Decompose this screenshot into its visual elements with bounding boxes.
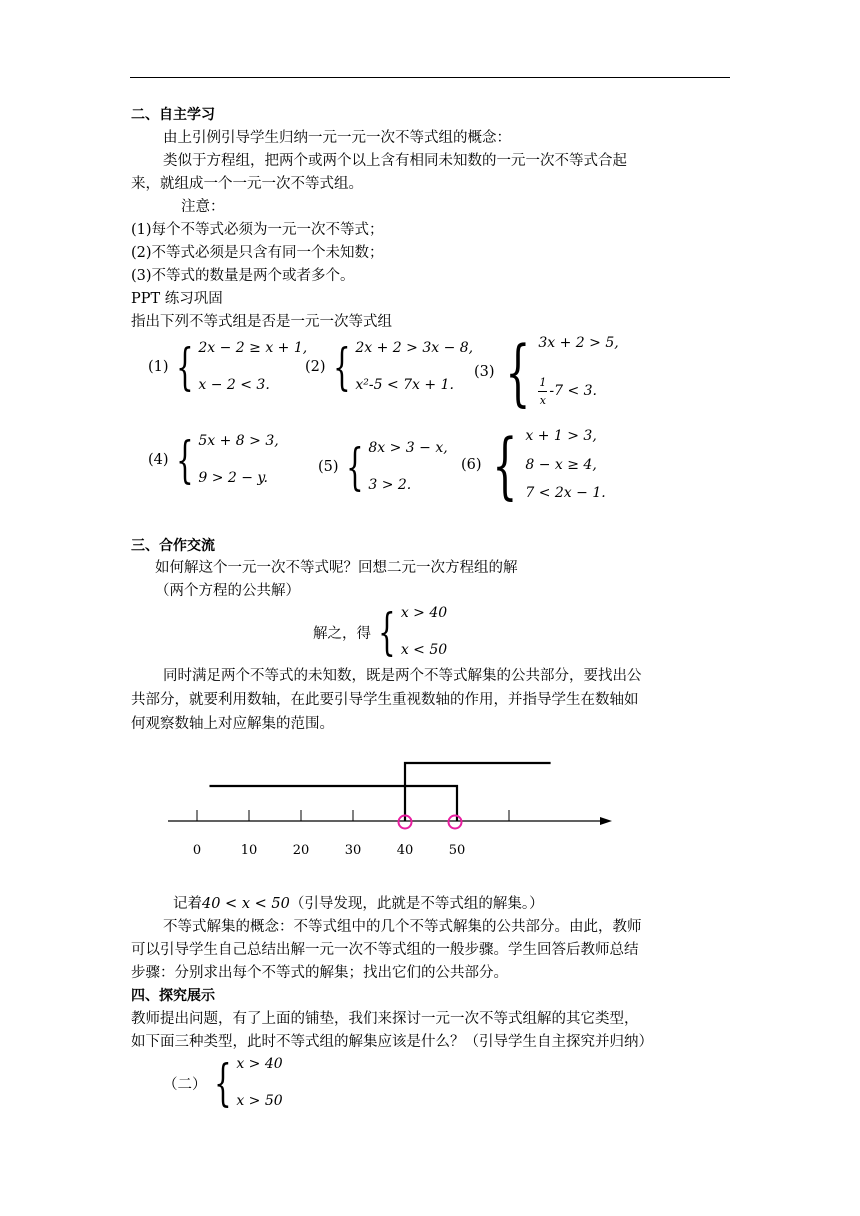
record-line: 记着40 < x < 50（引导发现，此就是不等式组的解集。） bbox=[173, 896, 544, 912]
brace: { bbox=[491, 423, 518, 507]
paragraph: 不等式解集的概念：不等式组中的几个不等式解集的公共部分。由此，教师 bbox=[163, 919, 642, 935]
tick-label: 20 bbox=[292, 843, 310, 858]
case-system: （二） { x > 40 x > 50 bbox=[163, 1054, 283, 1112]
paragraph: 如下面三种类型，此时不等式组的解集应该是什么？（引导学生自主探究并归纳） bbox=[131, 1034, 653, 1050]
header-rule bbox=[130, 77, 730, 78]
exercise-task: 指出下列不等式组是否是一元一次等式组 bbox=[131, 314, 392, 330]
section-heading-3: 三、合作交流 bbox=[131, 538, 215, 554]
paragraph: 同时满足两个不等式的未知数，既是两个不等式解集的公共部分，要找出公 bbox=[163, 668, 642, 684]
record-expression: 40 < x < 50 bbox=[202, 896, 290, 912]
system-label: (5) bbox=[318, 459, 339, 475]
brace: { bbox=[504, 330, 531, 414]
brace: { bbox=[345, 438, 364, 496]
brace: { bbox=[332, 338, 351, 396]
case-label: （二） bbox=[163, 1076, 207, 1093]
solution-bracket-x-lt-50 bbox=[209, 786, 457, 821]
paragraph: 共部分，就要利用数轴，在此要引导学生重视数轴的作用，并指导学生在数轴如 bbox=[131, 692, 639, 708]
paragraph: 由上引例引导学生归纳一元一元一次不等式组的概念： bbox=[163, 130, 511, 146]
brace: { bbox=[378, 603, 396, 661]
system-label: (2) bbox=[305, 359, 326, 375]
system-2: (2) { 2x + 2 > 3x − 8, x²-5 < 7x + 1. bbox=[305, 338, 474, 396]
note-label: 注意： bbox=[181, 199, 225, 215]
brace: { bbox=[175, 338, 194, 396]
tick-label: 40 bbox=[396, 843, 414, 858]
tick-label: 30 bbox=[344, 843, 362, 858]
brace: { bbox=[175, 431, 194, 489]
system-6: (6) { x + 1 > 3, 8 − x ≥ 4, 7 < 2x − 1. bbox=[461, 423, 606, 507]
paragraph: 如何解这个一元一次不等式呢？回想二元一次方程组的解 bbox=[155, 560, 518, 576]
axis-arrow-icon bbox=[600, 817, 612, 825]
note-item-3: (3)不等式的数量是两个或者多个。 bbox=[131, 268, 355, 284]
number-line-diagram bbox=[160, 750, 630, 865]
note-item-2: (2)不等式必须是只含有同一个未知数； bbox=[131, 245, 384, 261]
tick-label: 50 bbox=[448, 843, 466, 858]
paragraph: （两个方程的公共解） bbox=[155, 583, 300, 599]
section-heading-4: 四、探究展示 bbox=[131, 988, 215, 1004]
system-label: (4) bbox=[148, 452, 169, 468]
system-label: (3) bbox=[474, 364, 495, 380]
paragraph: 何观察数轴上对应解集的范围。 bbox=[131, 716, 334, 732]
solution-system: 解之，得 { x > 40 x < 50 bbox=[313, 603, 448, 661]
paragraph: 来，就组成一个一元一次不等式组。 bbox=[131, 176, 363, 192]
system-1: (1) { 2x − 2 ≥ x + 1, x − 2 < 3. bbox=[148, 338, 308, 396]
system-label: (6) bbox=[461, 457, 482, 473]
note-item-1: (1)每个不等式必须为一元一次不等式； bbox=[131, 222, 384, 238]
tick-label: 10 bbox=[240, 843, 258, 858]
paragraph: 类似于方程组，把两个或两个以上含有相同未知数的一元一次不等式合起 bbox=[163, 153, 627, 169]
section-heading-2: 二、自主学习 bbox=[131, 107, 215, 123]
open-point-50 bbox=[449, 816, 462, 829]
solve-label: 解之，得 bbox=[313, 625, 371, 642]
paragraph: 可以引导学生自己总结出解一元一次不等式组的一般步骤。学生回答后教师总结 bbox=[131, 942, 639, 958]
tick-label: 0 bbox=[192, 843, 202, 858]
paragraph: 步骤：分别求出每个不等式的解集；找出它们的公共部分。 bbox=[131, 965, 508, 981]
solution-bracket-x-gt-40 bbox=[405, 763, 551, 821]
system-label: (1) bbox=[148, 359, 169, 375]
system-5: (5) { 8x > 3 − x, 3 > 2. bbox=[318, 438, 448, 496]
paragraph: 教师提出问题，有了上面的铺垫，我们来探讨一元一次不等式组解的其它类型， bbox=[131, 1011, 639, 1027]
system-4: (4) { 5x + 8 > 3, 9 > 2 − y. bbox=[148, 431, 279, 489]
ppt-label: PPT 练习巩固 bbox=[131, 291, 223, 307]
system-3: (3) { 3x + 2 > 5, $\frac{1}{x}$ -7 < 3. bbox=[474, 330, 619, 414]
brace: { bbox=[213, 1054, 232, 1112]
